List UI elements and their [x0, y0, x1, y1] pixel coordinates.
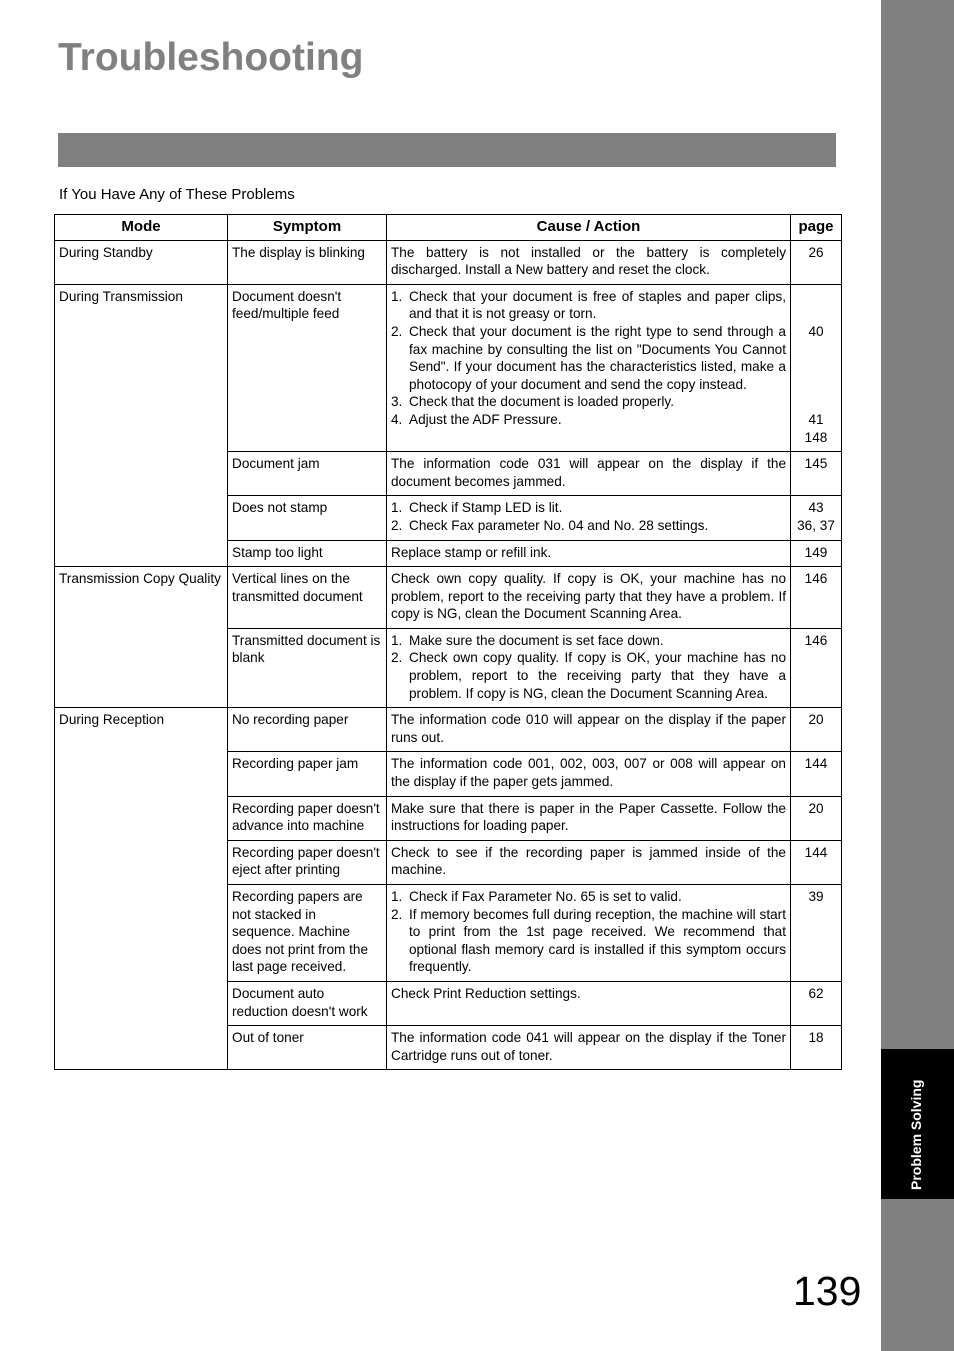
page-ref: 18 — [808, 1030, 824, 1046]
step-text: Check that the document is loaded properly. — [409, 394, 674, 410]
table-row — [55, 284, 842, 451]
step-number: 2. — [391, 517, 403, 533]
table-row — [55, 240, 842, 284]
action-cell: The information code 031 will appear on the display if the document becomes jammed. — [387, 452, 791, 496]
symptom-cell: Document auto reduction doesn't work — [228, 981, 387, 1025]
step-text: If memory becomes full during reception, the machine will start to print from the 1st page received. We recommend that optional flash memory card is installed if this symptom occurs frequently. — [409, 906, 786, 975]
table-body — [55, 240, 842, 1070]
page-cell — [791, 885, 842, 982]
step-number: 1. — [391, 889, 403, 904]
page-cell — [791, 540, 842, 567]
symptom-cell: Out of toner — [228, 1026, 387, 1070]
action-cell: The battery is not installed or the battery is completely discharged. Install a New battery and reset the clock. — [387, 240, 791, 284]
symptom-cell: Document jam — [228, 452, 387, 496]
page-ref: 41 — [808, 411, 824, 427]
action-cell: The information code 001, 002, 003, 007 or 008 will appear on the display if the paper gets jammed. — [387, 752, 791, 796]
page-cell — [791, 981, 842, 1025]
symptom-cell: Recording papers are not stacked in sequence. Machine does not print from the last page received. — [228, 885, 387, 982]
symptom-cell: Stamp too light — [228, 540, 387, 567]
action-step — [391, 411, 786, 429]
page-cell — [791, 752, 842, 796]
action-cell: Check to see if the recording paper is jammed inside of the machine. — [387, 840, 791, 884]
action-step — [391, 517, 786, 535]
page-cell — [791, 567, 842, 629]
page-ref: 146 — [804, 632, 828, 648]
step-number: 3. — [391, 394, 403, 410]
action-cell: Check own copy quality. If copy is OK, your machine has no problem, report to the receiving party that they have a problem. If copy is NG, clean the Document Scanning Area. — [387, 567, 791, 629]
page-ref: 62 — [808, 985, 824, 1001]
mode-cell: During Transmission — [55, 284, 228, 566]
action-cell — [387, 496, 791, 540]
action-step — [391, 499, 786, 517]
page-ref: 39 — [808, 889, 824, 904]
page-ref — [795, 358, 837, 376]
section-tab-label: Problem Solving — [908, 1079, 924, 1190]
symptom-cell: Document doesn't feed/multiple feed — [228, 284, 387, 451]
action-step — [391, 288, 786, 323]
page-ref — [795, 393, 837, 411]
page-ref — [795, 288, 837, 306]
action-cell — [387, 885, 791, 982]
step-text: Check if Fax Parameter No. 65 is set to valid. — [409, 889, 682, 904]
action-cell: Make sure that there is paper in the Paper Cassette. Follow the instructions for loading paper. — [387, 796, 791, 840]
table-row — [55, 567, 842, 629]
action-cell — [387, 628, 791, 707]
symptom-cell: Does not stamp — [228, 496, 387, 540]
page-ref: 144 — [804, 756, 828, 772]
page-cell — [791, 796, 842, 840]
step-number: 1. — [391, 288, 403, 304]
symptom-cell: Recording paper doesn't eject after printing — [228, 840, 387, 884]
step-text: Adjust the ADF Pressure. — [409, 411, 562, 427]
page-ref: 36, 37 — [797, 517, 835, 533]
action-step — [391, 888, 786, 906]
action-cell: Check Print Reduction settings. — [387, 981, 791, 1025]
symptom-cell: No recording paper — [228, 708, 387, 752]
page-ref — [795, 341, 837, 359]
action-cell: Replace stamp or refill ink. — [387, 540, 791, 567]
page-ref: 43 — [808, 500, 824, 516]
section-subtitle: If You Have Any of These Problems — [59, 186, 295, 203]
symptom-cell: Recording paper jam — [228, 752, 387, 796]
step-number: 4. — [391, 411, 403, 427]
page-title: Troubleshooting — [58, 36, 364, 79]
page-ref: 144 — [804, 844, 828, 860]
header-mode: Mode — [55, 215, 228, 241]
action-cell — [387, 284, 791, 451]
step-text: Check Fax parameter No. 04 and No. 28 settings. — [409, 517, 709, 533]
action-step — [391, 649, 786, 702]
mode-cell: During Reception — [55, 708, 228, 1070]
mode-cell: During Standby — [55, 240, 228, 284]
page-cell — [791, 240, 842, 284]
symptom-cell: The display is blinking — [228, 240, 387, 284]
page-ref: 40 — [808, 323, 824, 339]
page-ref — [795, 305, 837, 323]
action-cell: The information code 010 will appear on the display if the paper runs out. — [387, 708, 791, 752]
page-cell — [791, 1026, 842, 1070]
troubleshooting-table — [54, 214, 842, 1070]
action-step — [391, 632, 786, 650]
page-ref: 148 — [804, 429, 828, 445]
action-steps — [391, 499, 786, 534]
step-number: 1. — [391, 632, 403, 648]
action-steps — [391, 888, 786, 976]
step-text: Make sure the document is set face down. — [409, 632, 664, 648]
page-ref: 145 — [804, 456, 828, 472]
step-number: 2. — [391, 323, 403, 339]
step-number: 2. — [391, 650, 403, 666]
table-row — [55, 708, 842, 752]
step-number: 2. — [391, 906, 403, 922]
header-page: page — [791, 215, 842, 241]
symptom-cell: Recording paper doesn't advance into machine — [228, 796, 387, 840]
action-step — [391, 323, 786, 393]
page-cell — [791, 496, 842, 540]
page-cell — [791, 452, 842, 496]
page-cell — [791, 708, 842, 752]
page-ref: 146 — [804, 571, 828, 587]
symptom-cell: Transmitted document is blank — [228, 628, 387, 707]
step-text: Check that your document is the right type to send through a fax machine by consulting the list on "Documents You Cannot Send". If your document has the characteristics listed, make a photocopy of your document and send the copy instead. — [409, 323, 786, 392]
action-steps — [391, 632, 786, 702]
action-step — [391, 906, 786, 976]
page-ref: 149 — [804, 544, 828, 560]
mode-cell: Transmission Copy Quality — [55, 567, 228, 708]
page-ref: 20 — [808, 712, 824, 728]
page-cell — [791, 628, 842, 707]
page-ref: 26 — [808, 244, 824, 260]
symptom-cell: Vertical lines on the transmitted document — [228, 567, 387, 629]
action-cell: The information code 041 will appear on the display if the Toner Cartridge runs out of toner. — [387, 1026, 791, 1070]
action-steps — [391, 288, 786, 429]
step-number: 1. — [391, 500, 403, 516]
step-text: Check that your document is free of staples and paper clips, and that it is not greasy or torn. — [409, 288, 786, 322]
step-text: Check own copy quality. If copy is OK, your machine has no problem, report to the receiving party that they have a problem. If copy is NG, clean the Document Scanning Area. — [409, 650, 786, 701]
page-ref — [795, 376, 837, 394]
header-action: Cause / Action — [387, 215, 791, 241]
table-header-row — [55, 215, 842, 241]
page-cell — [791, 284, 842, 451]
action-step — [391, 393, 786, 411]
title-bar — [58, 133, 836, 167]
page-ref: 20 — [808, 800, 824, 816]
step-text: Check if Stamp LED is lit. — [409, 500, 563, 516]
header-symptom: Symptom — [228, 215, 387, 241]
page-number: 139 — [793, 1268, 862, 1314]
page-cell — [791, 840, 842, 884]
